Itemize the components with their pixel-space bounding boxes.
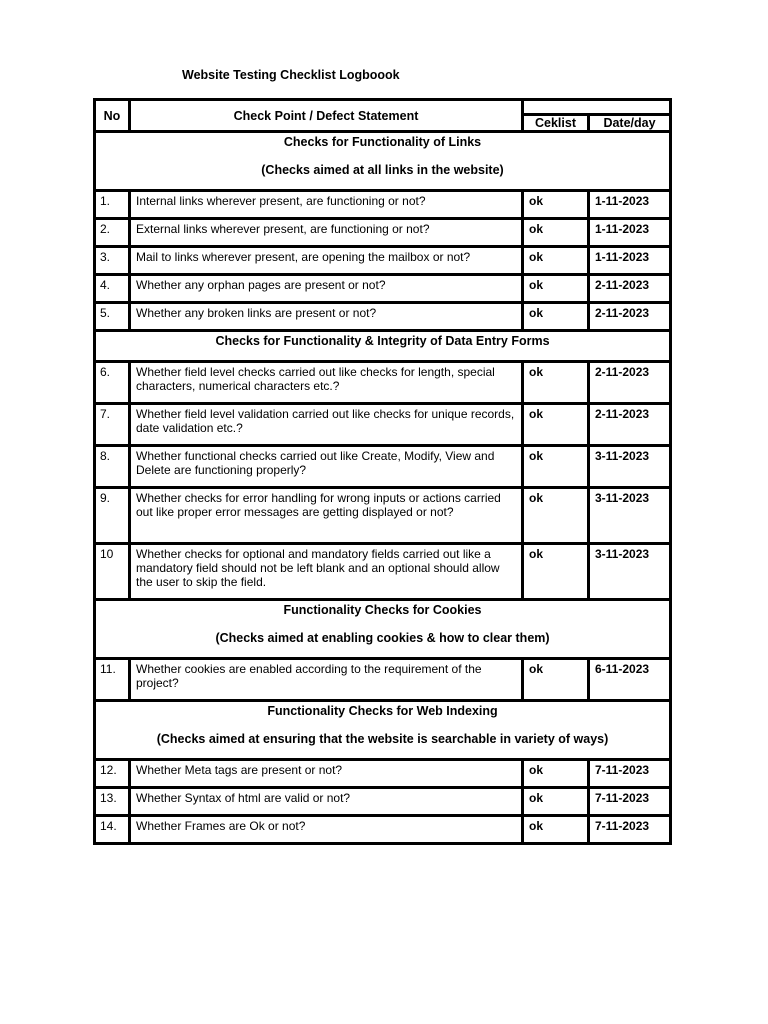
header-date: Date/day bbox=[589, 115, 671, 132]
row-number: 2. bbox=[95, 219, 130, 247]
section-row bbox=[95, 132, 671, 191]
check-point-text: Whether Syntax of html are valid or not? bbox=[130, 788, 523, 816]
date-value: 2-11-2023 bbox=[589, 404, 671, 446]
ceklist-value: ok bbox=[523, 275, 589, 303]
section-title: Checks for Functionality & Integrity of Data Entry Forms bbox=[215, 334, 550, 348]
check-point-text: Whether checks for error handling for wrong inputs or actions carried out like proper error messages are getting displayed or not? bbox=[130, 488, 523, 544]
row-number: 13. bbox=[95, 788, 130, 816]
check-point-text: Internal links wherever present, are functioning or not? bbox=[130, 191, 523, 219]
ceklist-value: ok bbox=[523, 446, 589, 488]
row-number: 3. bbox=[95, 247, 130, 275]
date-value: 2-11-2023 bbox=[589, 362, 671, 404]
ceklist-value: ok bbox=[523, 816, 589, 844]
header-no: No bbox=[95, 100, 130, 132]
date-value: 1-11-2023 bbox=[589, 219, 671, 247]
check-point-text: Whether checks for optional and mandatory fields carried out like a mandatory field should not be left blank and an optional should allow the user to skip the field. bbox=[130, 544, 523, 600]
section-title: Functionality Checks for Web Indexing bbox=[267, 704, 498, 718]
check-point-text: External links wherever present, are functioning or not? bbox=[130, 219, 523, 247]
table-row bbox=[95, 191, 671, 219]
row-number: 10 bbox=[95, 544, 130, 600]
check-point-text: Whether field level checks carried out like checks for length, special characters, numerical characters etc.? bbox=[130, 362, 523, 404]
section-row bbox=[95, 701, 671, 760]
row-number: 1. bbox=[95, 191, 130, 219]
date-value: 7-11-2023 bbox=[589, 760, 671, 788]
header-blank-cell bbox=[523, 100, 671, 115]
section-subtitle: (Checks aimed at ensuring that the website is searchable in variety of ways) bbox=[156, 732, 609, 746]
date-value: 3-11-2023 bbox=[589, 446, 671, 488]
ceklist-value: ok bbox=[523, 404, 589, 446]
row-number: 9. bbox=[95, 488, 130, 544]
check-point-text: Whether any broken links are present or not? bbox=[130, 303, 523, 331]
date-value: 2-11-2023 bbox=[589, 303, 671, 331]
row-number: 5. bbox=[95, 303, 130, 331]
ceklist-value: ok bbox=[523, 362, 589, 404]
ceklist-value: ok bbox=[523, 247, 589, 275]
table-row bbox=[95, 816, 671, 844]
table-row bbox=[95, 404, 671, 446]
row-number: 6. bbox=[95, 362, 130, 404]
table-row bbox=[95, 362, 671, 404]
table-row bbox=[95, 659, 671, 701]
section-header bbox=[95, 600, 671, 659]
row-number: 7. bbox=[95, 404, 130, 446]
table-row bbox=[95, 219, 671, 247]
table-row bbox=[95, 446, 671, 488]
document-title: Website Testing Checklist Logboook bbox=[182, 68, 400, 82]
section-subtitle: (Checks aimed at enabling cookies & how to clear them) bbox=[215, 631, 550, 645]
check-point-text: Whether Meta tags are present or not? bbox=[130, 760, 523, 788]
section-header bbox=[95, 331, 671, 362]
date-value: 7-11-2023 bbox=[589, 788, 671, 816]
date-value: 1-11-2023 bbox=[589, 247, 671, 275]
ceklist-value: ok bbox=[523, 488, 589, 544]
section-row bbox=[95, 600, 671, 659]
ceklist-value: ok bbox=[523, 303, 589, 331]
row-number: 8. bbox=[95, 446, 130, 488]
date-value: 7-11-2023 bbox=[589, 816, 671, 844]
table-row bbox=[95, 275, 671, 303]
section-title: Functionality Checks for Cookies bbox=[283, 603, 482, 617]
check-point-text: Whether cookies are enabled according to the requirement of the project? bbox=[130, 659, 523, 701]
date-value: 2-11-2023 bbox=[589, 275, 671, 303]
section-header bbox=[95, 132, 671, 191]
section-subtitle: (Checks aimed at all links in the website) bbox=[261, 163, 504, 177]
table-row bbox=[95, 303, 671, 331]
row-number: 12. bbox=[95, 760, 130, 788]
check-point-text: Whether any orphan pages are present or not? bbox=[130, 275, 523, 303]
ceklist-value: ok bbox=[523, 544, 589, 600]
header-ceklist: Ceklist bbox=[523, 115, 589, 132]
table-row bbox=[95, 247, 671, 275]
date-value: 6-11-2023 bbox=[589, 659, 671, 701]
date-value: 1-11-2023 bbox=[589, 191, 671, 219]
table-row bbox=[95, 544, 671, 600]
table-row bbox=[95, 760, 671, 788]
check-point-text: Whether Frames are Ok or not? bbox=[130, 816, 523, 844]
check-point-text: Mail to links wherever present, are opening the mailbox or not? bbox=[130, 247, 523, 275]
date-value: 3-11-2023 bbox=[589, 488, 671, 544]
header-check-point: Check Point / Defect Statement bbox=[130, 100, 523, 132]
ceklist-value: ok bbox=[523, 219, 589, 247]
check-point-text: Whether field level validation carried out like checks for unique records, date validation etc.? bbox=[130, 404, 523, 446]
table-row bbox=[95, 488, 671, 544]
row-number: 14. bbox=[95, 816, 130, 844]
row-number: 11. bbox=[95, 659, 130, 701]
section-title: Checks for Functionality of Links bbox=[283, 135, 482, 149]
header-row bbox=[95, 100, 671, 115]
ceklist-value: ok bbox=[523, 760, 589, 788]
section-row bbox=[95, 331, 671, 362]
table-row bbox=[95, 788, 671, 816]
section-header bbox=[95, 701, 671, 760]
ceklist-value: ok bbox=[523, 191, 589, 219]
date-value: 3-11-2023 bbox=[589, 544, 671, 600]
row-number: 4. bbox=[95, 275, 130, 303]
ceklist-value: ok bbox=[523, 659, 589, 701]
checklist-table bbox=[93, 98, 672, 845]
check-point-text: Whether functional checks carried out like Create, Modify, View and Delete are functioning properly? bbox=[130, 446, 523, 488]
ceklist-value: ok bbox=[523, 788, 589, 816]
